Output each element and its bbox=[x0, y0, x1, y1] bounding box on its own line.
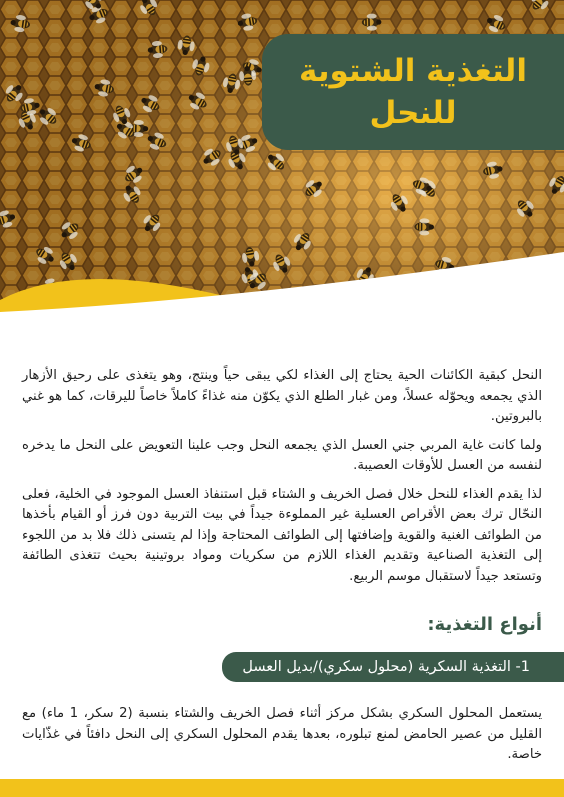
subsection-label: 1- التغذية السكرية (محلول سكري)/بديل العسل bbox=[242, 659, 530, 675]
paragraph-2: ولما كانت غاية المربي جني العسل الذي يجمعه النحل وجب علينا التعويض على النحل ما يدخره لنفسه من العسل للأوقات العصيبة. bbox=[22, 437, 542, 473]
subsection-text bbox=[22, 704, 542, 774]
section-heading: أنواع التغذية: bbox=[427, 614, 542, 635]
title-banner bbox=[262, 34, 564, 150]
hero-image bbox=[0, 0, 564, 335]
subsection-banner bbox=[222, 652, 542, 682]
bottom-accent-strip bbox=[0, 779, 564, 797]
title-line-1: التغذية الشتوية bbox=[299, 53, 527, 89]
intro-text bbox=[22, 366, 542, 595]
paragraph-3: لذا يقدم الغذاء للنحل خلال فصل الخريف و الشتاء قبل استنفاذ العسل الموجود في الخلية، فعلى النحّال ترك بعض الأقراص العسلية غير المملوءة جيداً في بيت التربية دون فرز أو القيام بأخذها من الطوائف الغنية والقوية وإضافتها إلى الطوائف المحتاجة وإذا لم يتسنى ذلك فلا بد من اللجوء إلى التغذية الصناعية وتقديم الغذاء اللازم من سكريات ومواد بروتينية بحيث تتغذى الطائفة وتستعد جيداً لاستقبال موسم الربيع. bbox=[22, 486, 542, 584]
paragraph-1: النحل كبقية الكائنات الحية يحتاج إلى الغذاء لكي يبقى حياً وينتج، وهو يتغذى على رحيق الأزهار الذي يجمعه ويحوّله عسلاً، ومن غبار الطلع الذي يكوّن منه غذاءً كاملاً خاصاً لليرقات، كما هو غني بالبروتين. bbox=[22, 368, 542, 424]
title-line-2: للنحل bbox=[369, 95, 457, 131]
sub-paragraph: يستعمل المحلول السكري بشكل مركز أثناء فصل الخريف والشتاء بنسبة (2 سكر، 1 ماء) مع القليل من عصير الحامض لمنع تبلوره، بعدها يقدم المحلول السكري إلى النحل دافئاً في غذّايات خاصة. bbox=[22, 706, 542, 762]
